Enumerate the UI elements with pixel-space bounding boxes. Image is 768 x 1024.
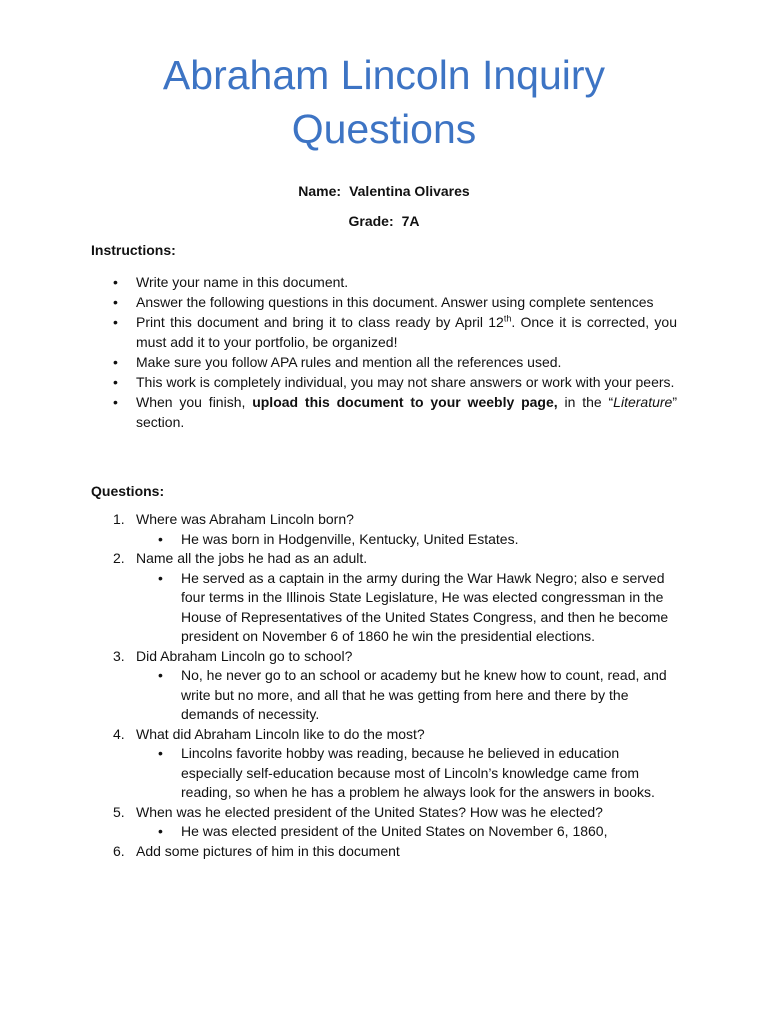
list-item xyxy=(91,392,677,432)
student-grade xyxy=(0,213,768,229)
name-value: Valentina Olivares xyxy=(349,183,470,199)
instruction-text-part: ” section. xyxy=(136,394,677,430)
bullet-icon: • xyxy=(158,745,163,761)
answer-item xyxy=(136,530,681,550)
question-number: 1. xyxy=(113,511,125,527)
instruction-text-part: Print this document and bring it to class ready by April 12 xyxy=(136,314,504,330)
list-item xyxy=(91,292,677,312)
answer-text: No, he never go to an school or academy but he knew how to count, read, and write but no more, and all that he was getting from here and there by the demands of necessity. xyxy=(181,667,667,722)
question-item xyxy=(91,842,677,862)
question-text: When was he elected president of the United States? How was he elected? xyxy=(136,803,603,820)
bullet-icon: • xyxy=(113,354,118,370)
instruction-text-part: in the “ xyxy=(557,394,614,410)
bullet-icon: • xyxy=(113,394,118,410)
question-number: 2. xyxy=(113,550,125,566)
instruction-text: This work is completely individual, you may not share answers or work with your peers. xyxy=(136,374,675,390)
question-number: 5. xyxy=(113,803,125,820)
instruction-text-part: . Once it is corrected, you must add it to your portfolio, be organized! xyxy=(136,314,678,350)
bullet-icon: • xyxy=(158,667,163,683)
question-item xyxy=(91,549,677,647)
list-item xyxy=(91,312,677,352)
page-title xyxy=(0,48,768,156)
answer-list xyxy=(136,822,677,842)
bullet-icon: • xyxy=(113,314,118,330)
grade-label: Grade: xyxy=(348,213,394,229)
answer-item xyxy=(136,569,681,647)
grade-value: 7A xyxy=(401,213,420,229)
list-item xyxy=(91,272,677,292)
question-text: Name all the jobs he had as an adult. xyxy=(136,550,368,566)
answer-list xyxy=(136,744,677,803)
instruction-text xyxy=(136,314,677,350)
instruction-text xyxy=(136,394,677,430)
answer-item xyxy=(136,822,681,842)
answer-text: He was born in Hodgenville, Kentucky, United Estates. xyxy=(181,530,519,547)
instruction-text: Make sure you follow APA rules and mention all the references used. xyxy=(136,354,562,370)
answer-text: He served as a captain in the army during the War Hawk Negro; also e served four terms in the Illinois State Legislature, He was elected congressman in the House of Representatives of the United States Congress, and then he become president on November 6 of 1860 he win the presidential elections. xyxy=(181,569,669,644)
title-line-1: Abraham Lincoln Inquiry xyxy=(162,52,606,98)
answer-item xyxy=(136,744,681,803)
question-text: Add some pictures of him in this document xyxy=(136,842,400,859)
instructions-list xyxy=(91,272,677,432)
question-item xyxy=(91,725,677,803)
list-item xyxy=(91,372,677,392)
list-item xyxy=(91,352,677,372)
instruction-text: Answer the following questions in this document. Answer using complete sentences xyxy=(136,294,654,310)
question-number: 3. xyxy=(113,647,125,664)
bullet-icon: • xyxy=(158,569,163,586)
instructions-heading: Instructions: xyxy=(91,242,176,258)
answer-text: Lincolns favorite hobby was reading, because he believed in education especially self-education because most of Lincoln’s knowledge came from reading, so when he has a problem he always look for the answers in books. xyxy=(181,745,655,800)
question-item xyxy=(91,803,677,842)
answer-list xyxy=(136,530,677,550)
bullet-icon: • xyxy=(113,274,118,290)
question-text: Where was Abraham Lincoln born? xyxy=(136,511,354,527)
instruction-text-part: When you finish, xyxy=(136,394,253,410)
instruction-bold-text: upload this document to your weebly page, xyxy=(252,394,558,410)
bullet-icon: • xyxy=(158,823,163,839)
question-item xyxy=(91,510,677,549)
answer-list xyxy=(136,666,677,725)
bullet-icon: • xyxy=(158,530,163,547)
ordinal-suffix: th xyxy=(503,313,512,324)
student-name xyxy=(0,183,768,199)
question-text: Did Abraham Lincoln go to school? xyxy=(136,647,353,664)
question-number: 6. xyxy=(113,842,125,859)
instruction-text: Write your name in this document. xyxy=(136,274,349,290)
instruction-italic-text: Literature xyxy=(613,394,673,410)
questions-heading: Questions: xyxy=(91,483,165,499)
bullet-icon: • xyxy=(113,294,118,310)
name-label: Name: xyxy=(298,183,342,199)
answer-item xyxy=(136,666,681,725)
question-item xyxy=(91,647,677,725)
questions-list xyxy=(91,510,677,861)
bullet-icon: • xyxy=(113,374,118,390)
title-line-2: Questions xyxy=(291,106,477,152)
answer-text: He was elected president of the United States on November 6, 1860, xyxy=(181,823,608,839)
question-text: What did Abraham Lincoln like to do the most? xyxy=(136,725,425,742)
question-number: 4. xyxy=(113,725,125,742)
answer-list xyxy=(136,569,677,647)
